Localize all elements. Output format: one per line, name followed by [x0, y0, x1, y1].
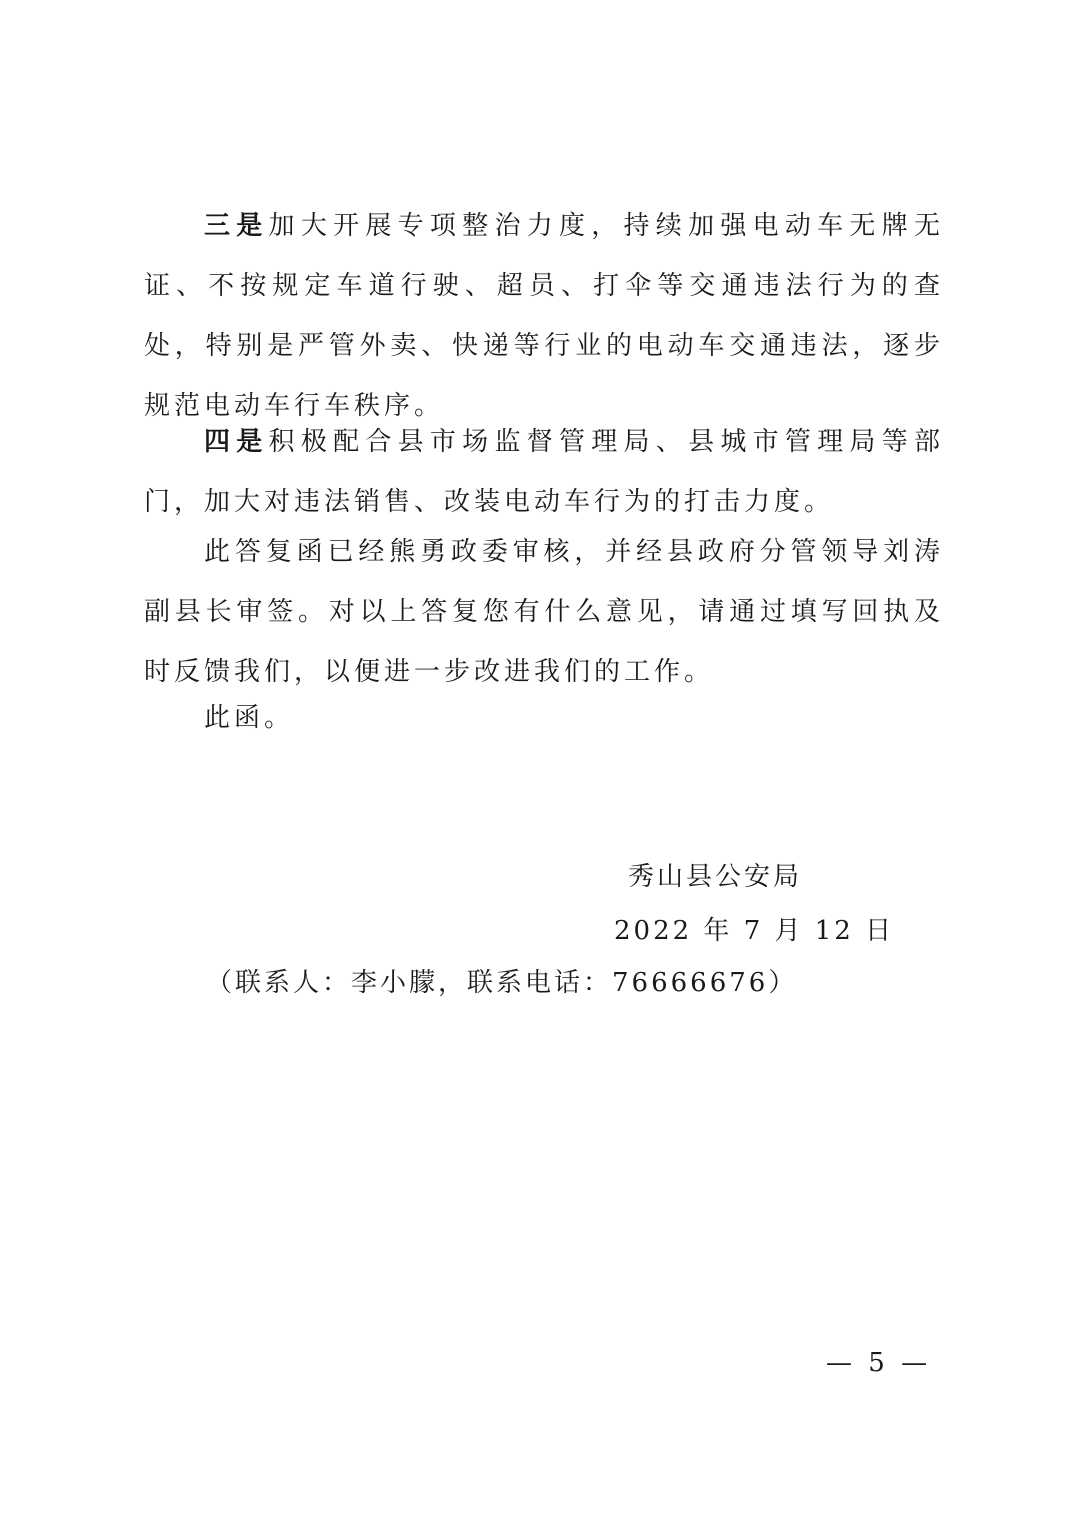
paragraph-closing: [144, 688, 944, 748]
paragraph-measure-four: [144, 412, 944, 532]
paragraph-review-note: [144, 522, 944, 702]
contact-info: （联系人：李小朦，联系电话：76666676）: [206, 968, 798, 998]
paragraph-lead: 三是: [204, 211, 269, 241]
paragraph-text: 此函。: [204, 703, 295, 733]
page-number: — 5 —: [826, 1348, 932, 1378]
paragraph-text: 此答复函已经熊勇政委审核，并经县政府分管领导刘涛副县长审签。对以上答复您有什么意见，请通过填写回执及时反馈我们，以便进一步改进我们的工作。: [144, 537, 944, 687]
paragraph-lead: 四是: [204, 427, 269, 457]
signature-date: 2022 年 7 月 12 日: [614, 916, 895, 946]
paragraph-text: 加大开展专项整治力度，持续加强电动车无牌无证、不按规定车道行驶、超员、打伞等交通违法行为的查处，特别是严管外卖、快递等行业的电动车交通违法，逐步规范电动车行车秩序。: [144, 211, 944, 421]
paragraph-text: 积极配合县市场监督管理局、县城市管理局等部门，加大对违法销售、改装电动车行为的打击力度。: [144, 427, 944, 517]
paragraph-measure-three: [144, 196, 944, 436]
signature-organization: 秀山县公安局: [628, 862, 803, 892]
